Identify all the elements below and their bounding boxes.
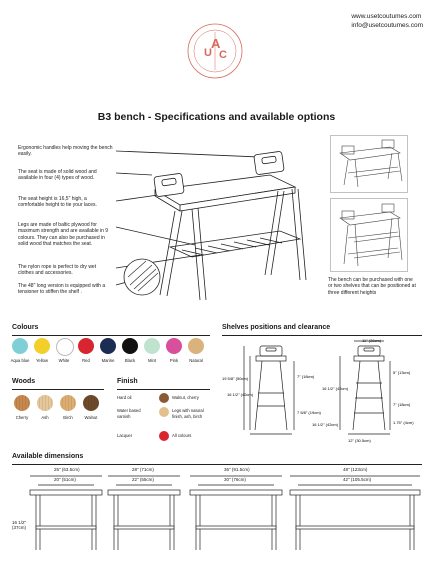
- colour-label-0: Aqua blue: [10, 358, 30, 363]
- bench-outer-width-2: 36" (91.5cm): [224, 467, 250, 472]
- bench-outer-width-3: 48" (123cm): [343, 467, 368, 472]
- dim-h-seat: 16 1/2" (42cm): [227, 392, 254, 397]
- finish-left-1: Water based varnish: [117, 408, 141, 419]
- note-handles: Ergonomic handles help moving the bench easily.: [18, 145, 113, 158]
- colour-label-8: Natural: [189, 358, 203, 363]
- website-link[interactable]: www.usetcoutumes.com: [351, 13, 422, 20]
- dim-clear-7: 7" (18cm): [297, 374, 315, 379]
- woods-heading: Woods: [12, 378, 36, 385]
- colour-swatch-5: [122, 338, 138, 354]
- colour-swatch-1: [34, 338, 50, 354]
- finish-divider: [117, 389, 210, 390]
- contact-block: [351, 12, 423, 30]
- dimensions-heading: Available dimensions: [12, 453, 84, 460]
- svg-text:C: C: [219, 49, 227, 61]
- note-tensioner: The 48" long version is equipped with a tensioner to stiffen the shelf .: [18, 283, 106, 296]
- note-seat: The seat is made of solid wood and available in four (4) types of wood.: [18, 169, 97, 182]
- colour-label-6: Mint: [148, 358, 156, 363]
- colour-label-3: Red: [82, 358, 90, 363]
- svg-text:U: U: [204, 47, 212, 59]
- wood-label-3: Walnut: [84, 415, 98, 420]
- woods-divider: [12, 389, 104, 390]
- colour-swatch-2: [56, 338, 74, 356]
- email-link[interactable]: info@usetcoutumes.com: [351, 22, 423, 29]
- wood-swatch-1: [37, 395, 53, 411]
- colour-label-4: Marine: [101, 358, 115, 363]
- dim-clear-75: 7 5/8" (19cm): [297, 410, 321, 415]
- finish-heading: Finish: [117, 378, 138, 385]
- brand-logo: [186, 22, 244, 80]
- note-height: The seat height is 16,5" high, a comfortable height to tie your laces.: [18, 196, 97, 209]
- dim-r7: 7" (18cm): [393, 402, 411, 407]
- bench-inner-width-3: 42" (105.5cm): [343, 477, 372, 482]
- shelves-diagram: [222, 338, 427, 448]
- finish-left-0: Hard oil: [117, 395, 132, 400]
- dim-height: 16 1/2" (37cm): [12, 520, 27, 530]
- bench-outer-width-0: 25" (63.5cm): [54, 467, 80, 472]
- colour-swatch-4: [100, 338, 116, 354]
- bench-front-view-0: [28, 474, 104, 554]
- colour-label-7: Pink: [169, 358, 179, 363]
- wood-swatch-2: [60, 395, 76, 411]
- shelves-divider: [222, 335, 422, 336]
- colours-heading: Colours: [12, 324, 39, 331]
- svg-text:A: A: [211, 36, 221, 51]
- finish-swatches: [157, 392, 171, 444]
- bench-inner-width-0: 20" (51cm): [54, 477, 76, 482]
- wood-swatch-3: [83, 395, 99, 411]
- dim-seat-165: 16 1/2" (42cm): [312, 422, 339, 427]
- colour-label-5: Black: [124, 358, 136, 363]
- dim-r5: 5" (13cm): [393, 370, 411, 375]
- bench-front-view-1: [106, 474, 182, 554]
- dim-r16: 16 1/2" (42cm): [322, 386, 349, 391]
- wood-label-1: Ash: [41, 415, 49, 420]
- dim-top-width: 11" (28cm): [362, 338, 382, 343]
- colour-label-1: Yellow: [36, 358, 48, 363]
- bench-front-view-2: [188, 474, 284, 554]
- finish-right-1: Legs with natural finish, ash, birch: [172, 408, 204, 419]
- colour-swatch-7: [166, 338, 182, 354]
- note-rope: The nylon rope is perfect to dry wet clothes and accessories.: [18, 264, 97, 277]
- bench-inner-width-2: 30" (76cm): [224, 477, 246, 482]
- page-title: B3 bench - Specifications and available options: [97, 111, 336, 123]
- colour-swatch-0: [12, 338, 28, 354]
- finish-right-2: All colours: [172, 433, 192, 438]
- bench-inner-width-1: 22" (55cm): [132, 477, 154, 482]
- wood-label-0: Cherry: [15, 415, 29, 420]
- shelf-options-note: The bench can be purchased with one or two shelves that can be positioned at three different heights: [328, 277, 416, 296]
- wood-label-2: Birch: [63, 415, 73, 420]
- bench-front-view-3: [288, 474, 422, 554]
- dimensions-divider: [12, 464, 422, 465]
- note-legs: Legs are made of baltic plywood for maximum strength and are available in 9 colours. They can also be purchased in solid wood that matches the seat.: [18, 222, 109, 248]
- shelves-heading: Shelves positions and clearance: [222, 324, 331, 331]
- wood-swatch-0: [14, 395, 30, 411]
- dim-h-total: 19 5/8" (50cm): [222, 376, 249, 381]
- colours-divider: [12, 335, 210, 336]
- bench-illustration: [100, 135, 330, 315]
- bench-two-shelves-figure: [330, 198, 408, 272]
- finish-left-2: Lacquer: [117, 433, 133, 438]
- colour-swatch-6: [144, 338, 160, 354]
- colour-label-2: White: [58, 358, 70, 363]
- dim-r175: 1.75" (4cm): [393, 420, 414, 425]
- bench-outer-width-1: 28" (71cm): [132, 467, 154, 472]
- dim-bottom-width: 12" (30.5cm): [348, 438, 371, 443]
- colour-swatch-8: [188, 338, 204, 354]
- bench-one-shelf-figure: [330, 135, 408, 193]
- finish-right-0: Walnut, cherry: [172, 395, 199, 400]
- colour-swatch-3: [78, 338, 94, 354]
